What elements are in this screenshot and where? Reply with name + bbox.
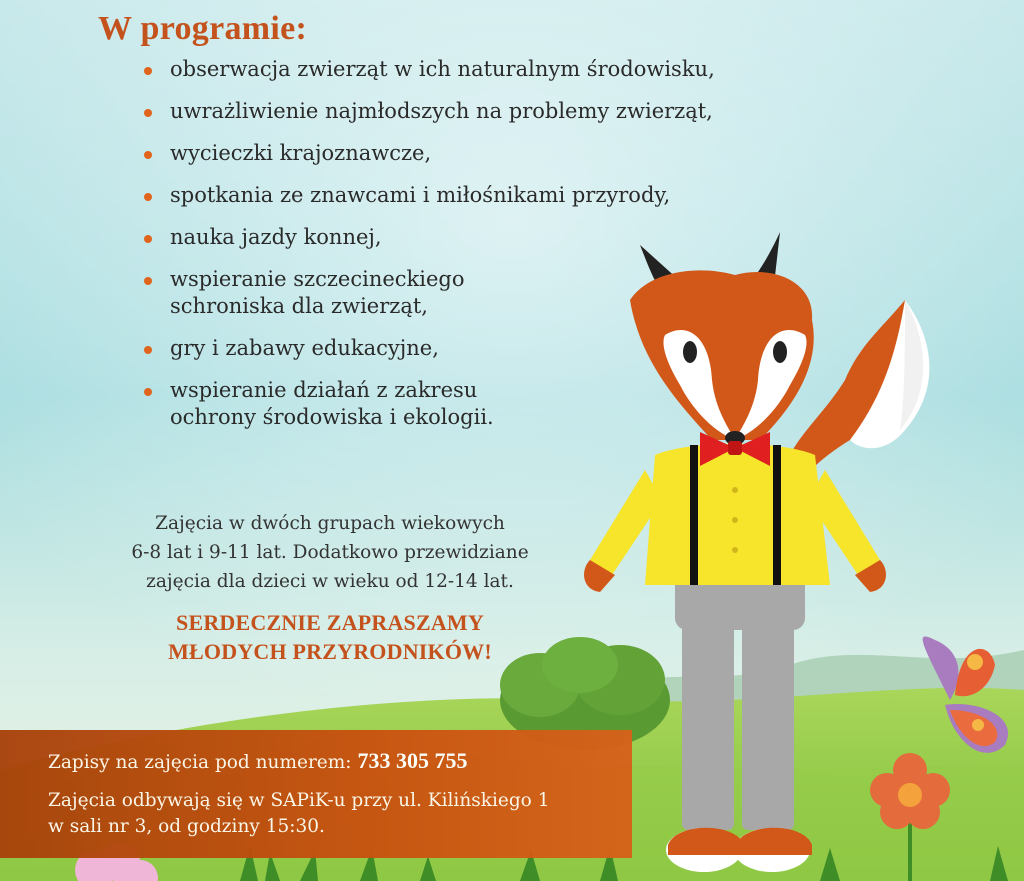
list-item: obserwacja zwierząt w ich naturalnym środowisku,	[142, 56, 792, 83]
program-list	[142, 56, 792, 431]
age-groups-text	[60, 509, 600, 596]
list-item: spotkania ze znawcami i miłośnikami przyrody,	[142, 182, 792, 209]
list-item: nauka jazdy konnej,	[142, 224, 792, 251]
bullet-icon	[144, 151, 152, 159]
invitation-text	[60, 608, 600, 666]
invitation-line: MŁODYCH PRZYRODNIKÓW!	[168, 639, 492, 664]
signup-line	[48, 748, 467, 776]
bullet-icon	[144, 235, 152, 243]
bullet-icon	[144, 277, 152, 285]
location-line: w sali nr 3, od godziny 15:30.	[48, 816, 325, 837]
list-item: uwrażliwienie najmłodszych na problemy zwierząt,	[142, 98, 792, 125]
bullet-icon	[144, 388, 152, 396]
list-item: wspieranie działań z zakresu ochrony środowiska i ekologii.	[142, 377, 792, 431]
invitation-line: SERDECZNIE ZAPRASZAMY	[176, 610, 484, 635]
info-box	[0, 730, 632, 858]
list-item: gry i zabawy edukacyjne,	[142, 335, 792, 362]
location-line: Zajęcia odbywają się w SAPiK-u przy ul. Kilińskiego 1	[48, 790, 550, 811]
bullet-icon	[144, 346, 152, 354]
phone-number[interactable]: 733 305 755	[357, 748, 468, 773]
age-groups-line: zajęcia dla dzieci w wieku od 12-14 lat.	[146, 571, 514, 592]
bullet-icon	[144, 67, 152, 75]
list-item: wspieranie szczecineckiego schroniska dla zwierząt,	[142, 266, 792, 320]
age-groups-line: Zajęcia w dwóch grupach wiekowych	[155, 513, 505, 534]
program-heading: W programie:	[98, 10, 308, 47]
list-item: wycieczki krajoznawcze,	[142, 140, 792, 167]
signup-label: Zapisy na zajęcia pod numerem:	[48, 752, 352, 773]
age-groups-line: 6-8 lat i 9-11 lat. Dodatkowo przewidziane	[131, 542, 529, 563]
bullet-icon	[144, 109, 152, 117]
bullet-icon	[144, 193, 152, 201]
